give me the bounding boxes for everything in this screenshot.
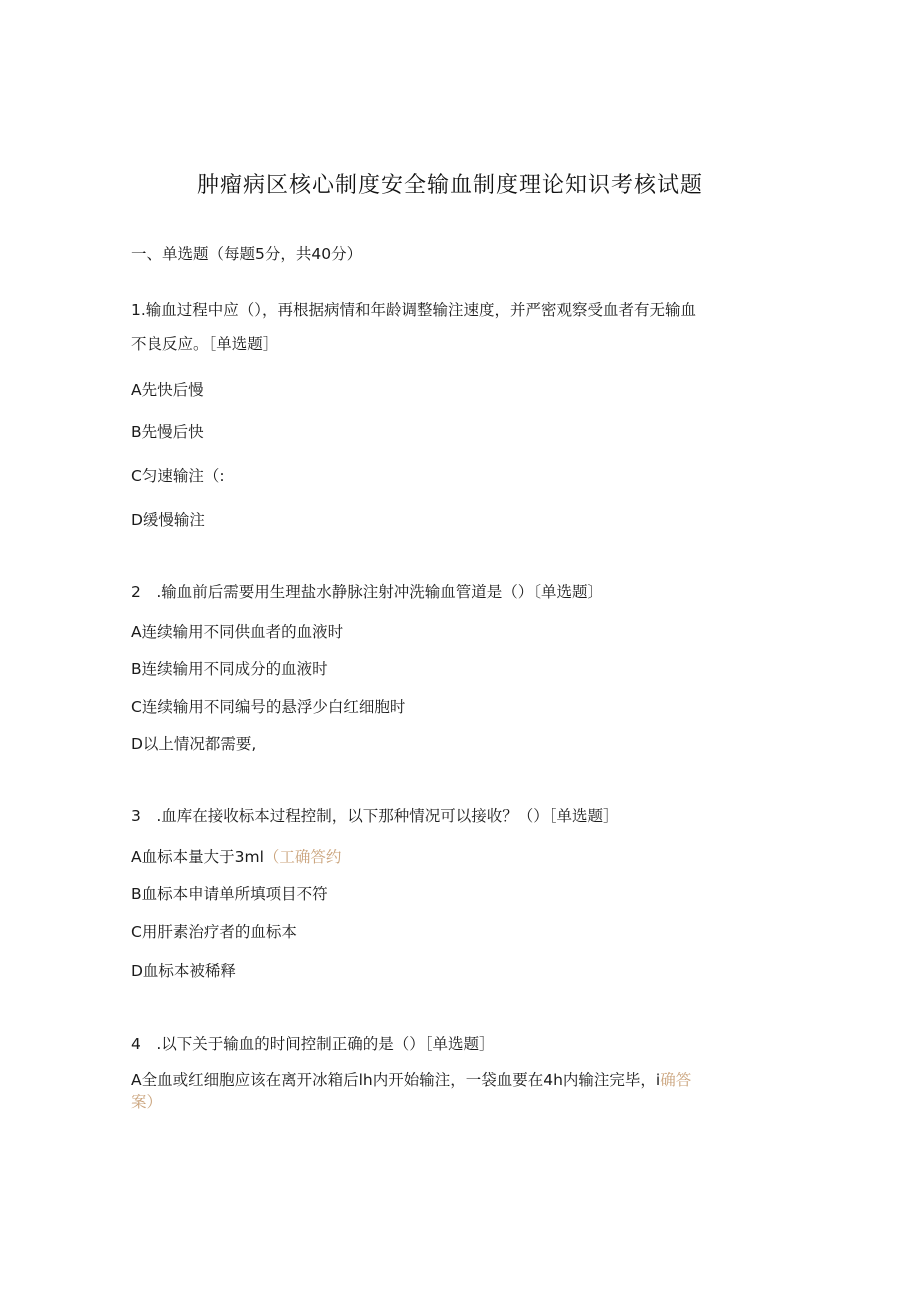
question-1-option-d: D缓慢输注: [131, 511, 205, 529]
question-1-option-a: A先快后慢: [131, 381, 204, 399]
answer-mark: （工确答约: [263, 848, 342, 866]
question-3-option-b: B血标本申请单所填项目不符: [131, 885, 328, 903]
question-2-option-b: B连续输用不同成分的血液时: [131, 660, 328, 678]
question-4-option-a-line-2: 案）: [131, 1093, 163, 1111]
section-heading: 一、单选题（每题5分，共40分）: [131, 245, 363, 263]
question-1-text-line-2: 不良反应。［单选题］: [131, 335, 279, 353]
question-4-text: 4 .以下关于输血的时间控制正确的是（）［单选题］: [131, 1035, 495, 1053]
question-3-option-a-text: A血标本量大于3ml: [131, 848, 264, 866]
question-2-option-c: C连续输用不同编号的悬浮少白红细胞时: [131, 698, 406, 716]
question-3-option-a: [131, 847, 341, 867]
question-1-text-line-1: 1.输血过程中应（），再根据病情和年龄调整输注速度，并严密观察受血者有无输血: [131, 301, 697, 319]
question-3-text: 3 .血库在接收标本过程控制，以下那种情况可以接收？（）［单选题］: [131, 807, 619, 825]
question-2-option-a: A连续输用不同供血者的血液时: [131, 623, 344, 641]
page-title: 肿瘤病区核心制度安全输血制度理论知识考核试题: [196, 173, 703, 198]
question-1-option-c: C匀速输注（:: [131, 467, 225, 485]
question-2-option-d: D以上情况都需要,: [131, 735, 257, 753]
answer-mark: 确答: [660, 1071, 692, 1089]
question-4-option-a-line-1: [131, 1070, 691, 1090]
question-3-option-d: D血标本被稀释: [131, 962, 236, 980]
question-4-option-a-text: A全血或红细胞应该在离开冰箱后lh内开始输注，一袋血要在4h内输注完毕，i: [131, 1071, 661, 1089]
question-3-option-c: C用肝素治疗者的血标本: [131, 923, 297, 941]
question-1-option-b: B先慢后快: [131, 423, 204, 441]
question-2-text: 2 .输血前后需要用生理盐水静脉注射冲洗输血管道是（）〔单选题〕: [131, 583, 604, 601]
